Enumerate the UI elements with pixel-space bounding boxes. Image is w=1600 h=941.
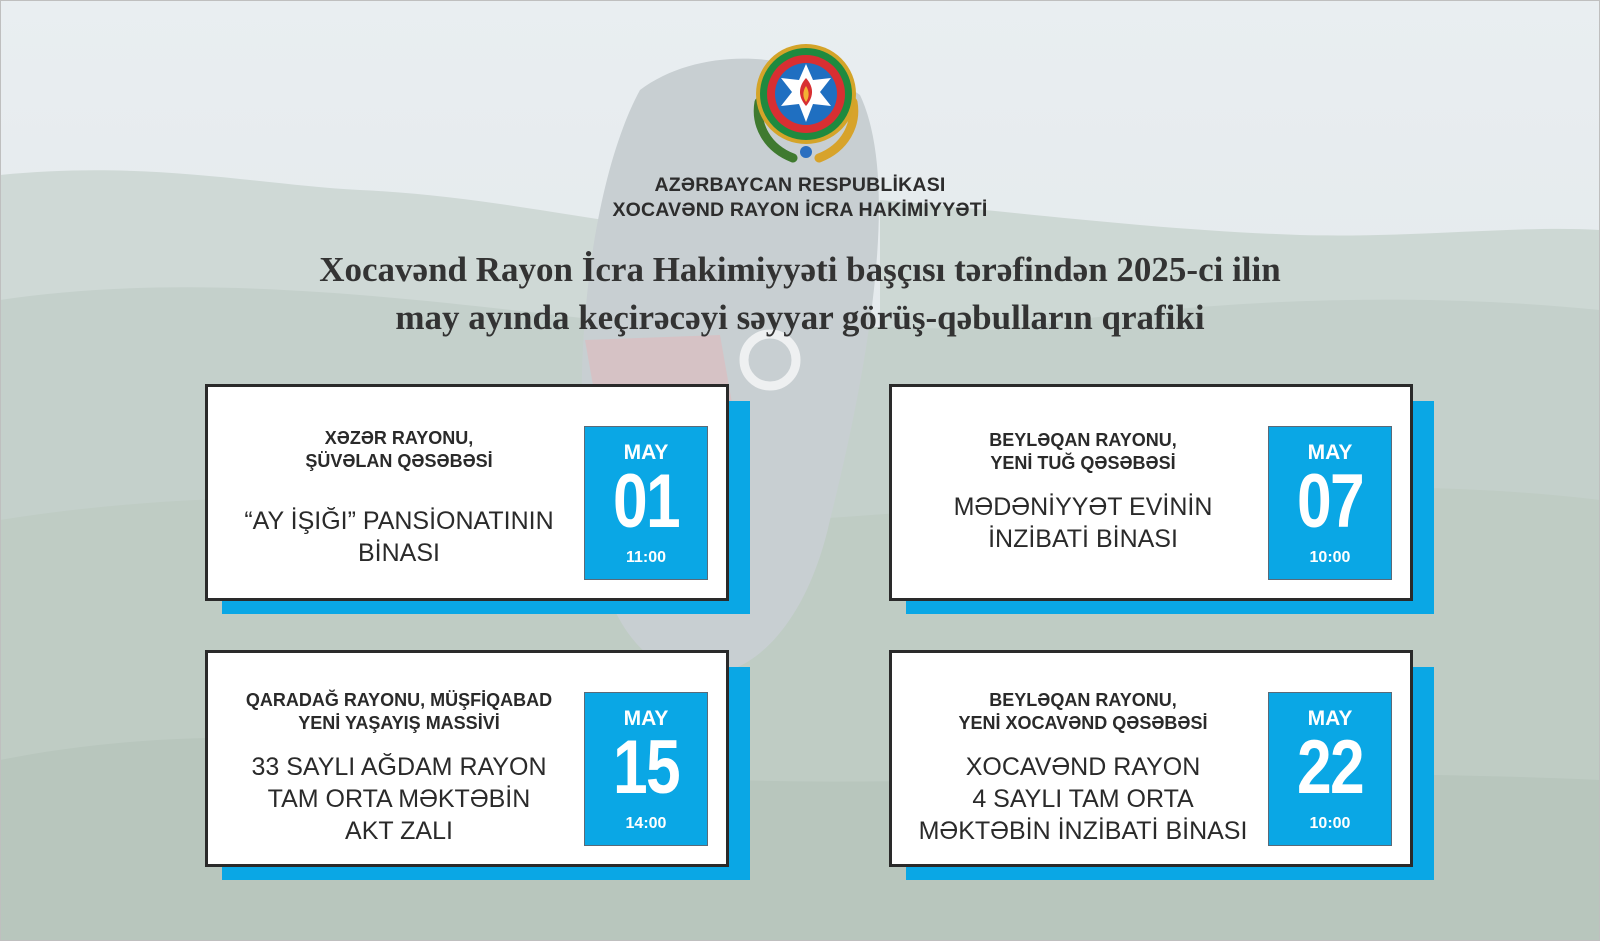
place-line-2: YENİ TUĞ QƏSƏBƏSİ	[990, 453, 1176, 473]
venue-line-1: MƏDƏNİYYƏT EVİNİN	[953, 493, 1213, 521]
venue-line-1: “AY İŞIĞI” PANSİONATININ	[244, 507, 554, 535]
date-time: 10:00	[1309, 815, 1351, 832]
place-line-1: QARADAĞ RAYONU, MÜŞFİQABAD	[245, 690, 553, 710]
place-line-2: ŞÜVƏLAN QƏSƏBƏSİ	[305, 451, 493, 471]
venue-line-2: BİNASI	[358, 539, 440, 567]
date-time: 10:00	[1309, 549, 1351, 566]
place-line-2: YENİ YAŞAYIŞ MASSİVİ	[298, 713, 500, 733]
card-body	[205, 384, 729, 601]
schedule-card	[205, 650, 750, 890]
place-line-1: XƏZƏR RAYONU,	[324, 428, 474, 448]
place-line-2: YENİ XOCAVƏND QƏSƏBƏSİ	[958, 713, 1208, 733]
date-day: 15	[612, 725, 680, 810]
schedule-card	[205, 384, 750, 624]
card-body	[889, 384, 1413, 601]
venue-line-3: MƏKTƏBİN İNZİBATİ BİNASI	[918, 817, 1248, 845]
organization-line-1: AZƏRBAYCAN RESPUBLİKASI	[654, 174, 946, 196]
date-time: 14:00	[625, 815, 667, 832]
venue-line-1: XOCAVƏND RAYON	[965, 753, 1201, 781]
date-month: MAY	[1307, 441, 1353, 464]
date-box	[584, 692, 708, 846]
state-emblem-icon	[745, 40, 867, 165]
date-month: MAY	[623, 441, 669, 464]
date-box	[1268, 692, 1392, 846]
date-box	[584, 426, 708, 580]
place-line-1: BEYLƏQAN RAYONU,	[989, 430, 1177, 450]
card-body	[205, 650, 729, 867]
page-title-line-1: Xocavənd Rayon İcra Hakimiyyəti başçısı tərəfindən 2025-ci ilin	[319, 250, 1281, 289]
venue-line-2: 4 SAYLI TAM ORTA	[972, 785, 1194, 813]
card-body	[889, 650, 1413, 867]
date-day: 22	[1296, 725, 1364, 810]
organization-line-2: XOCAVƏND RAYON İCRA HAKİMİYYƏTİ	[612, 199, 988, 221]
venue-line-3: AKT ZALI	[345, 817, 453, 845]
date-month: MAY	[1307, 707, 1353, 730]
place-line-1: BEYLƏQAN RAYONU,	[989, 690, 1177, 710]
schedule-card	[889, 384, 1434, 624]
date-box	[1268, 426, 1392, 580]
venue-line-2: İNZİBATİ BİNASI	[988, 525, 1178, 553]
schedule-card	[889, 650, 1434, 890]
venue-line-1: 33 SAYLI AĞDAM RAYON	[251, 753, 547, 781]
date-day: 07	[1296, 459, 1364, 544]
page-title-line-2: may ayında keçirəcəyi səyyar görüş-qəbulların qrafiki	[395, 298, 1205, 337]
date-time: 11:00	[625, 549, 667, 566]
date-day: 01	[612, 459, 680, 544]
venue-line-2: TAM ORTA MƏKTƏBİN	[267, 785, 531, 813]
date-month: MAY	[623, 707, 669, 730]
